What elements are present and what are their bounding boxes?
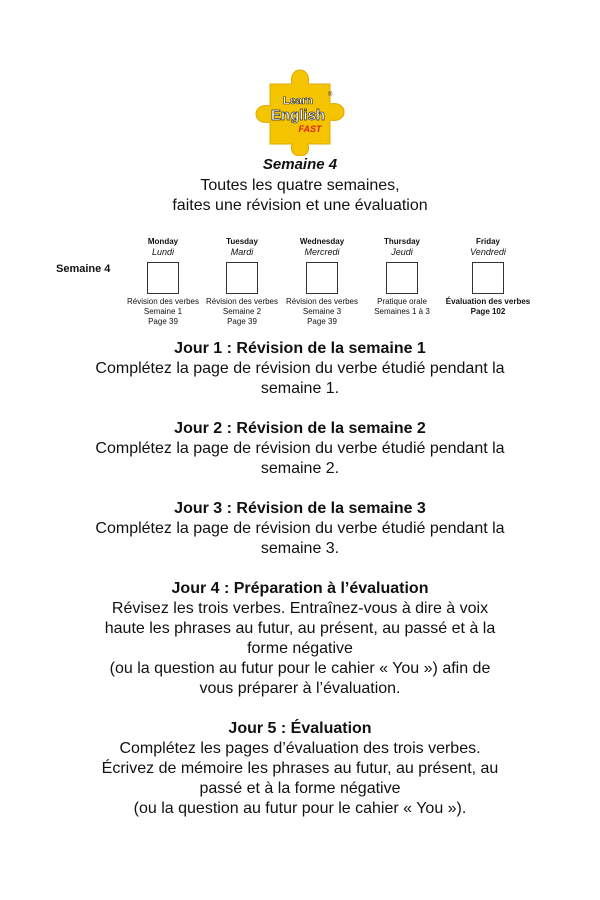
- schedule-row-label: Semaine 4: [56, 263, 111, 275]
- schedule-day-wednesday: [277, 237, 367, 327]
- day-english-name: Thursday: [383, 237, 420, 246]
- section-line: Complétez la page de révision du verbe étudié pendant la: [95, 520, 505, 537]
- day-checkbox[interactable]: [147, 262, 179, 294]
- day-english-name: Tuesday: [226, 237, 258, 246]
- day-checkbox[interactable]: [226, 262, 258, 294]
- day-2-section: [0, 419, 600, 479]
- day-checkbox[interactable]: [472, 262, 504, 294]
- day-note: Page 39: [148, 317, 178, 326]
- day-english-name: Wednesday: [299, 237, 345, 246]
- section-line: semaine 3.: [260, 540, 340, 557]
- intro-line: faites une révision et une évaluation: [172, 197, 428, 214]
- week-title: Semaine 4: [262, 156, 338, 173]
- section-title: Jour 3 : Révision de la semaine 3: [174, 500, 426, 517]
- day-english-name: Monday: [147, 237, 179, 246]
- day-note: Page 102: [470, 307, 506, 316]
- logo-registered-text: ®: [328, 92, 333, 98]
- intro-text: [0, 176, 600, 216]
- day-french-name: Mardi: [230, 247, 254, 257]
- day-note: Pratique orale: [377, 297, 427, 306]
- section-line: Complétez la page de révision du verbe étudié pendant la: [95, 440, 505, 457]
- day-english-name: Friday: [475, 237, 500, 246]
- schedule-day-tuesday: [197, 237, 287, 327]
- day-4-section: [0, 579, 600, 699]
- section-title: Jour 4 : Préparation à l’évaluation: [171, 580, 429, 597]
- day-3-section: [0, 499, 600, 559]
- day-note: Page 39: [227, 317, 257, 326]
- section-line: semaine 2.: [260, 460, 340, 477]
- day-note: Révision des verbes: [205, 297, 279, 306]
- section-line: semaine 1.: [260, 380, 340, 397]
- day-5-section: [0, 719, 600, 819]
- section-line: vous préparer à l’évaluation.: [199, 680, 401, 697]
- logo-learn-text: Learn: [283, 95, 313, 107]
- logo-fast-text: FAST: [298, 124, 322, 134]
- day-note: Révision des verbes: [285, 297, 359, 306]
- day-checkbox[interactable]: [386, 262, 418, 294]
- puzzle-piece-logo-icon: [248, 66, 348, 156]
- day-french-name: Vendredi: [470, 247, 506, 257]
- section-title: Jour 2 : Révision de la semaine 2: [174, 420, 426, 437]
- section-line: (ou la question au futur pour le cahier « You ») afin de: [109, 660, 491, 677]
- day-note: Page 39: [307, 317, 337, 326]
- section-title: Jour 1 : Révision de la semaine 1: [174, 340, 426, 357]
- section-line: (ou la question au futur pour le cahier « You »).: [133, 800, 467, 817]
- schedule-day-thursday: [357, 237, 447, 317]
- schedule-day-monday: [118, 237, 208, 327]
- day-note: Semaines 1 à 3: [374, 307, 430, 316]
- day-french-name: Mercredi: [304, 247, 340, 257]
- day-note: Révision des verbes: [126, 297, 200, 306]
- logo-english-text: English: [270, 107, 326, 124]
- section-line: Complétez les pages d’évaluation des trois verbes.: [119, 740, 481, 757]
- day-note: Semaine 2: [222, 307, 262, 316]
- intro-line: Toutes les quatre semaines,: [200, 177, 400, 194]
- day-note: Semaine 3: [302, 307, 342, 316]
- section-line: forme négative: [247, 640, 353, 657]
- section-title: Jour 5 : Évaluation: [228, 720, 372, 737]
- section-line: passé et à la forme négative: [199, 780, 401, 797]
- day-french-name: Jeudi: [391, 247, 413, 257]
- day-french-name: Lundi: [151, 247, 175, 257]
- day-checkbox[interactable]: [306, 262, 338, 294]
- day-note: Semaine 1: [143, 307, 183, 316]
- section-line: haute les phrases au futur, au présent, au passé et à la: [104, 620, 496, 637]
- schedule-day-friday: [443, 237, 533, 317]
- day-1-section: [0, 339, 600, 399]
- learn-english-fast-logo: [248, 66, 348, 156]
- day-note: Évaluation des verbes: [445, 297, 531, 306]
- section-line: Révisez les trois verbes. Entraînez-vous à dire à voix: [111, 600, 489, 617]
- section-line: Écrivez de mémoire les phrases au futur, au présent, au: [101, 760, 499, 777]
- section-line: Complétez la page de révision du verbe étudié pendant la: [95, 360, 505, 377]
